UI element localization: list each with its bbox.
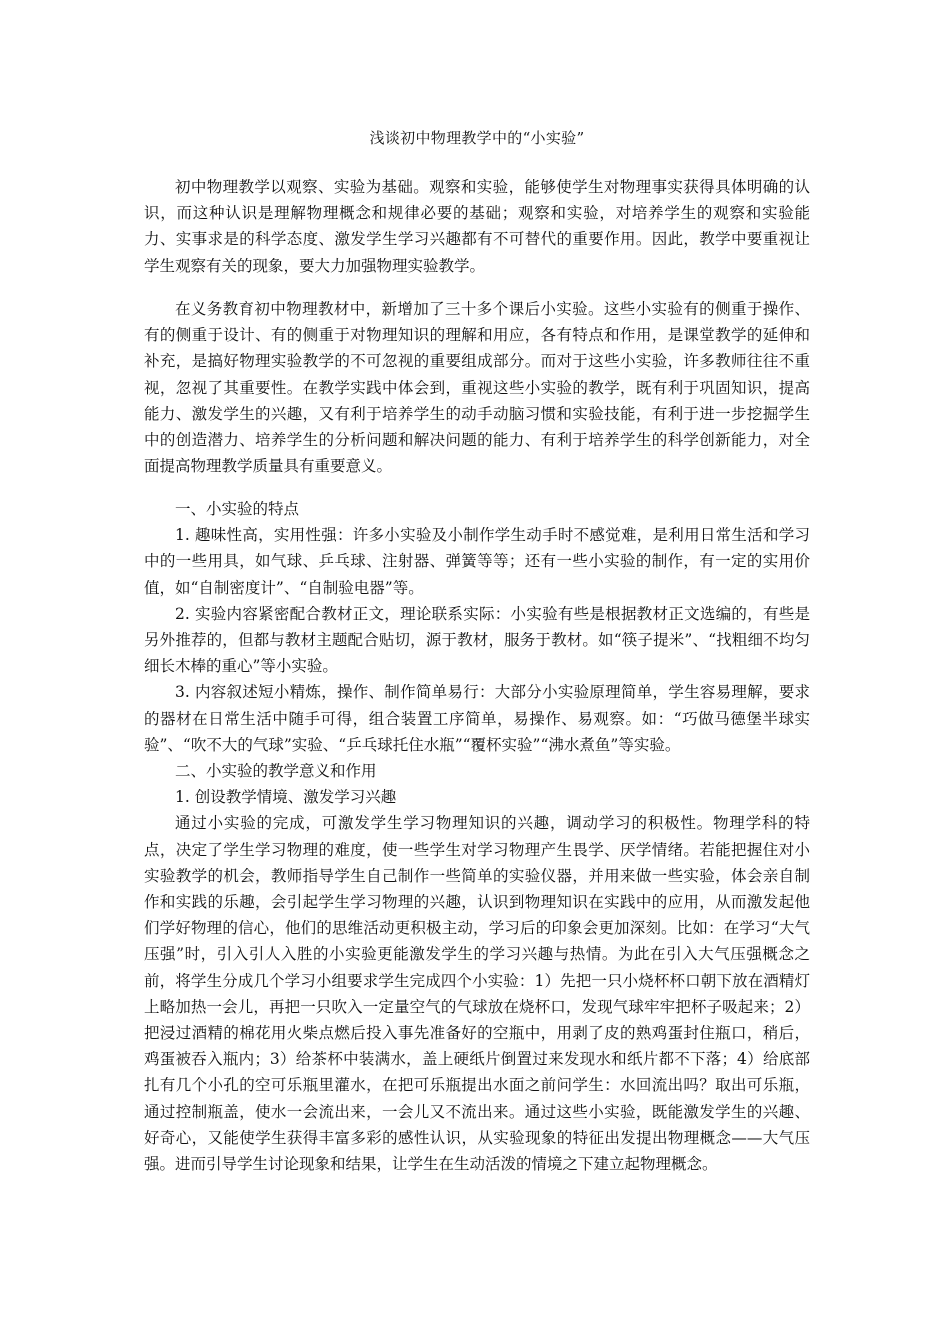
intro-paragraph-2: 在义务教育初中物理教材中，新增加了三十多个课后小实验。这些小实验有的侧重于操作、有的侧重于设计、有的侧重于对物理知识的理解和用应，各有特点和作用，是课堂教学的延伸和补充，是搞好物理实验教学的不可忽视的重要组成部分。而对于这些小实验，许多教师往往不重视，忽视了其重要性。在教学实践中体会到，重视这些小实验的教学，既有利于巩固知识，提高能力、激发学生的兴趣，又有利于培养学生的动手动脑习惯和实验技能，有利于进一步挖掘学生中的创造潜力、培养学生的分析问题和解决问题的能力、有利于培养学生的科学创新能力，对全面提高物理教学质量具有重要意义。 — [144, 300, 810, 476]
intro-paragraph-1: 初中物理教学以观察、实验为基础。观察和实验，能够使学生对物理事实获得具体明确的认识，而这种认识是理解物理概念和规律必要的基础；观察和实验，对培养学生的观察和实验能力、实事求是的科学态度、激发学生学习兴趣都有不可替代的重要作用。因此，教学中要重视让学生观察有关的现象，要大力加强物理实验教学。 — [144, 178, 810, 275]
section-2-body: 通过小实验的完成，可激发学生学习物理知识的兴趣，调动学习的积极性。物理学科的特点，决定了学生学习物理的难度，使一些学生对学习物理产生畏学、厌学情绪。若能把握住对小实验教学的机会，教师指导学生自己制作一些简单的实验仪器，并用来做一些实验，体会亲自制作和实践的乐趣，会引起学生学习物理的兴趣，认识到物理知识在实践中的应用，从而激发起他们学好物理的信心，他们的思维活动更积极主动，学习后的印象会更加深刻。比如：在学习“大气压强”时，引入引人入胜的小实验更能激发学生的学习兴趣与热情。为此在引入大气压强概念之前，将学生分成几个学习小组要求学生完成四个小实验：1）先把一只小烧杯杯口朝下放在酒精灯上略加热一会儿，再把一只吹入一定量空气的气球放在烧杯口，发现气球牢牢把杯子吸起来；2）把浸过酒精的棉花用火柴点燃后投入事先准备好的空瓶中，用剥了皮的熟鸡蛋封住瓶口，稍后，鸡蛋被吞入瓶内；3）给茶杯中装满水，盖上硬纸片倒置过来发现水和纸片都不下落；4）给底部扎有几个小孔的空可乐瓶里灌水，在把可乐瓶提出水面之前问学生：水回流出吗？取出可乐瓶，通过控制瓶盖，使水一会流出来，一会儿又不流出来。通过这些小实验，既能激发学生的兴趣、好奇心，又能使学生获得丰富多彩的感性认识，从实验现象的特征出发提出物理概念——大气压强。进而引导学生讨论现象和结果，让学生在生动活泼的情境之下建立起物理概念。 — [144, 814, 810, 1174]
section-1-item-2: 2. 实验内容紧密配合教材正文，理论联系实际：小实验有些是根据教材正文选编的，有些是另外推荐的，但都与教材主题配合贴切，源于教材，服务于教材。如“筷子提米”、“找粗细不均匀细长木棒的重心”等小实验。 — [144, 604, 810, 676]
section-2-heading: 二、小实验的教学意义和作用 — [175, 762, 377, 781]
section-1 — [144, 496, 810, 1177]
intro-paragraph-1-block — [144, 174, 810, 279]
section-1-heading: 一、小实验的特点 — [175, 500, 300, 518]
section-2-subheading: 1. 创设教学情境、激发学习兴趣 — [175, 788, 397, 807]
section-1-item-1: 1. 趣味性高，实用性强：许多小实验及小制作学生动手时不感觉难，是利用日常生活和学习中的一些用具，如气球、乒乓球、注射器、弹簧等等；还有一些小实验的制作，有一定的实用价值，如“自制密度计”、“自制验电器”等。 — [144, 526, 810, 597]
intro-paragraph-2-block — [144, 296, 810, 479]
section-1-item-3: 3. 内容叙述短小精炼，操作、制作简单易行：大部分小实验原理简单，学生容易理解，要求的器材在日常生活中随手可得，组合装置工序简单，易操作、易观察。如：“巧做马德堡半球实验”、“吹不大的气球”实验、“乒乓球托住水瓶”“覆杯实验”“沸水煮鱼”等实验。 — [144, 683, 810, 754]
document-title: 浅谈初中物理教学中的“小实验” — [369, 129, 585, 147]
